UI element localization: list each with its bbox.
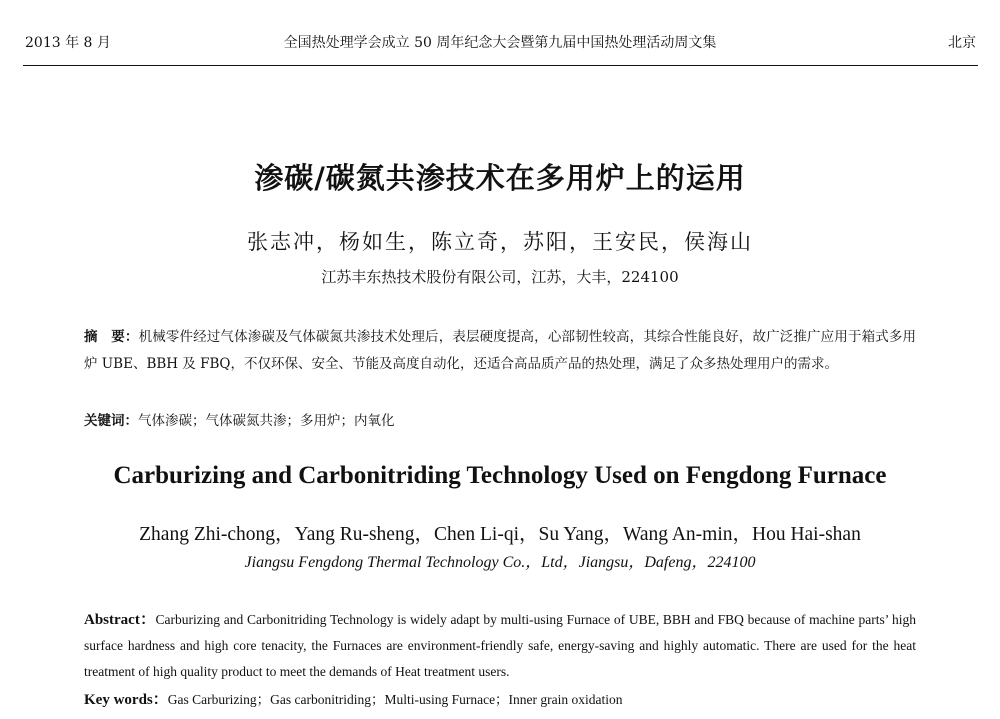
- header-rule: [23, 65, 978, 66]
- chinese-authors: 张志冲，杨如生，陈立奇，苏阳，王安民，侯海山: [247, 230, 753, 254]
- chinese-keywords: [84, 409, 916, 429]
- english-abstract-label: Abstract：: [84, 612, 156, 628]
- chinese-title: 渗碳/碳氮共渗技术在多用炉上的运用: [254, 161, 746, 195]
- english-authors: Zhang Zhi-chong，Yang Ru-sheng，Chen Li-qi，Su Yang，Wang An-min，Hou Hai-shan: [139, 524, 861, 545]
- english-keywords-label: Key words：: [84, 692, 168, 708]
- chinese-affiliation: 江苏丰东热技术股份有限公司，江苏，大丰，224100: [321, 268, 679, 286]
- english-keywords-text: Gas Carburizing；Gas carbonitriding；Multi-using Furnace；Inner grain oxidation: [167, 692, 623, 707]
- chinese-abstract-label: 摘 要：: [84, 329, 139, 345]
- chinese-abstract-text: 机械零件经过气体渗碳及气体碳氮共渗技术处理后，表层硬度提高，心部韧性较高，其综合性能良好，故广泛推广应用于箱式多用炉 UBE、BBH 及 FBQ，不仅环保、安全、节能及高度自动化，还适合高品质产品的热处理，满足了众多热处理用户的需求。: [84, 329, 917, 372]
- english-abstract-text: Carburizing and Carbonitriding Technology is widely adapt by multi-using Furnace of UBE, BBH and FBQ because of machine parts’ high surface hardness and high core tenacity, the Furnaces are environment-friendly safe, energy-saving and highly automatic. There are used for the heat treatment of high quality product to meet the demands of Heat treatment users.: [84, 612, 916, 679]
- english-title: Carburizing and Carbonitriding Technology Used on Fengdong Furnace: [113, 462, 887, 489]
- chinese-abstract: [84, 324, 916, 378]
- chinese-keywords-text: 气体渗碳；气体碳氮共渗；多用炉；内氧化: [138, 413, 395, 429]
- english-affiliation: Jiangsu Fengdong Thermal Technology Co.，Ltd，Jiangsu，Dafeng，224100: [244, 554, 756, 571]
- running-header-date: 2013 年 8 月: [25, 35, 111, 51]
- english-keywords: [84, 688, 916, 709]
- chinese-keywords-label: 关键词：: [84, 413, 138, 429]
- running-header-proceedings: 全国热处理学会成立 50 周年纪念大会暨第九届中国热处理活动周文集: [283, 35, 717, 51]
- running-header-location: 北京: [948, 35, 976, 51]
- english-abstract: [84, 607, 916, 685]
